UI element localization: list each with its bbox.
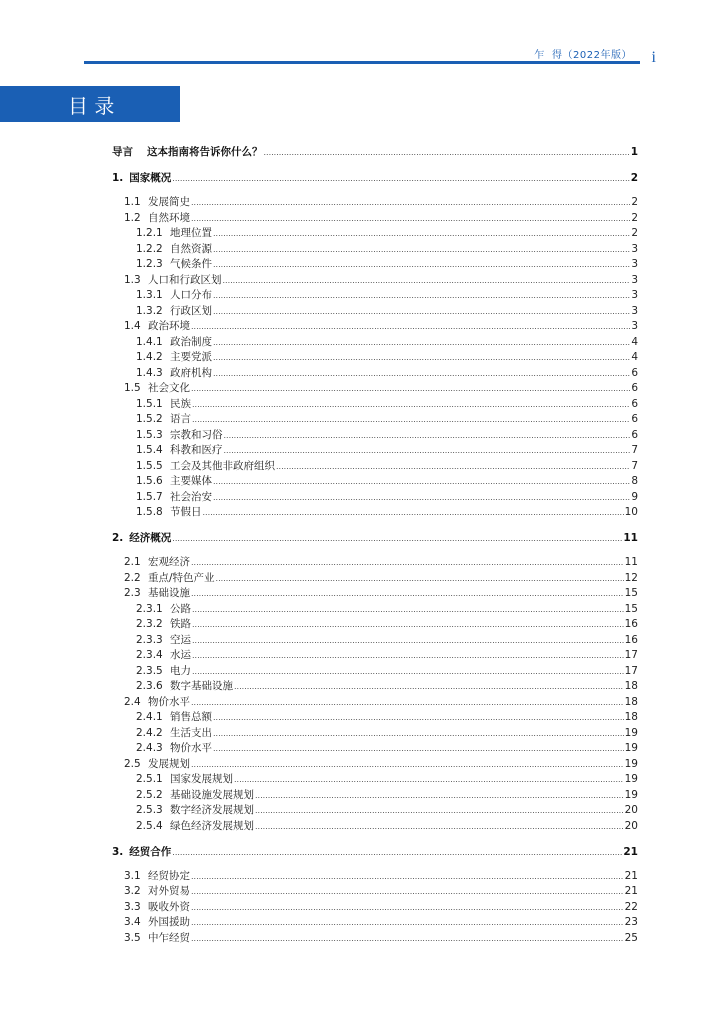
toc-entry-page: 2 [630,172,638,184]
toc-entry[interactable] [124,869,638,884]
toc-entry-page: 21 [623,845,638,858]
toc-entry[interactable] [136,304,638,319]
toc-entry[interactable] [136,350,638,365]
toc-leader-dots [213,257,630,272]
page-number: i [651,49,656,66]
toc-entry-number: 1.5.8 [136,506,163,518]
toc-entry-label: 物价水平 [148,695,190,708]
toc-entry-number: 2.5.4 [136,819,163,832]
toc-entry[interactable] [136,803,638,818]
toc-entry-number: 2.3.2 [136,618,163,630]
toc-entry[interactable] [136,602,638,617]
toc-entry[interactable] [112,845,638,860]
toc-entry-page: 15 [624,602,638,615]
toc-leader-dots [203,505,624,520]
toc-entry-label: 国家概况 [129,172,172,184]
toc-entry-label: 气候条件 [170,258,212,270]
toc-entry[interactable] [124,555,638,570]
toc-entry-number: 2.5.3 [136,804,163,816]
toc-entry-page: 22 [624,900,638,913]
toc-leader-dots [255,803,624,818]
toc-entry-page: 6 [631,366,638,379]
toc-entry-label: 经贸协定 [148,869,190,882]
toc-entry-number: 1.2.3 [136,258,163,270]
toc-entry-number: 1.2 [124,211,141,224]
toc-entry-page: 6 [631,382,638,394]
toc-leader-dots [213,288,630,303]
toc-leader-dots [191,869,624,884]
toc-entry-number: 2.3.1 [136,602,163,615]
toc-entry-label: 销售总额 [170,711,212,723]
toc-entry[interactable] [136,788,638,803]
toc-entry-number: 2.1 [124,556,141,568]
toc-entry-label: 自然环境 [148,211,190,224]
toc-leader-dots [192,648,624,663]
toc-entry-page: 7 [631,459,638,472]
toc-entry-number: 1.5.3 [136,428,163,441]
toc-leader-dots [191,211,630,226]
toc-leader-dots [192,664,624,679]
toc-entry-page: 19 [624,773,638,785]
toc-entry[interactable] [136,257,638,272]
toc-entry-label: 自然资源 [170,242,212,255]
toc-leader-dots [224,443,631,458]
toc-entry-label: 绿色经济发展规划 [170,819,254,832]
toc-entry-number: 1. [112,172,124,184]
toc-leader-dots [213,304,630,319]
toc-entry-number: 2.2 [124,571,141,584]
toc-entry-label: 铁路 [170,618,191,630]
toc-entry-page: 2 [631,227,638,239]
toc-leader-dots [213,490,630,505]
toc-entry-number: 2. [112,532,124,544]
toc-entry-label: 公路 [170,602,191,615]
toc-entry-page: 17 [624,649,638,661]
toc-leader-dots [213,366,630,381]
toc-entry-page: 11 [624,556,638,568]
toc-entry-label: 政治环境 [148,320,190,332]
toc-entry-page: 25 [624,931,638,944]
toc-entry-page: 3 [631,320,638,332]
toc-leader-dots [191,586,624,601]
toc-entry-page: 3 [631,242,638,255]
toc-entry[interactable] [136,459,638,474]
toc-entry-number: 2.3.3 [136,633,163,646]
toc-entry-label: 外国援助 [148,916,190,928]
toc-entry-page: 18 [624,711,638,723]
toc-entry-page: 19 [624,757,638,770]
toc-entry-page: 4 [631,335,638,348]
toc-leader-dots [191,884,624,899]
toc-entry-page: 15 [624,587,638,599]
toc-entry-label: 生活支出 [170,726,212,739]
toc-leader-dots [191,757,624,772]
toc-entry[interactable] [124,931,638,946]
toc-entry[interactable] [136,648,638,663]
toc-entry[interactable] [124,757,638,772]
toc-entry-page: 19 [624,742,638,754]
toc-leader-dots [172,845,622,860]
toc-leader-dots [255,819,624,834]
toc-entry-number: 2.4 [124,695,141,708]
toc-entry[interactable] [136,490,638,505]
toc-entry[interactable] [136,679,638,694]
toc-entry-label: 基础设施发展规划 [170,788,254,801]
toc-entry-number: 1.5.5 [136,459,163,472]
toc-leader-dots [213,710,624,725]
toc-entry-label: 水运 [170,649,191,661]
toc-entry[interactable] [136,335,638,350]
toc-entry-page: 6 [631,397,638,410]
toc-leader-dots [191,915,624,930]
toc-entry-page: 10 [624,506,638,518]
toc-leader-dots [191,195,630,210]
toc-entry[interactable] [112,145,638,160]
toc-entry[interactable] [124,915,638,930]
toc-leader-dots [213,741,624,756]
toc-entry-page: 2 [631,196,638,208]
toc-leader-dots [191,931,624,946]
toc-entry-label: 吸收外资 [148,900,190,913]
toc-leader-dots [191,381,630,396]
toc-leader-dots [213,350,630,365]
toc-entry-label: 基础设施 [148,587,190,599]
toc-entry-number: 1.4 [124,320,141,332]
toc-leader-dots [255,788,624,803]
toc-entry[interactable] [136,710,638,725]
toc-leader-dots [223,273,631,288]
toc-entry-label: 社会文化 [148,382,190,394]
toc-entry[interactable] [124,195,638,210]
toc-entry-number: 1.5 [124,382,141,394]
toc-leader-dots [213,226,630,241]
toc-entry-label: 语言 [170,413,191,425]
toc-entry[interactable] [136,443,638,458]
toc-entry[interactable] [112,531,638,546]
toc-entry-page: 6 [631,413,638,425]
toc-entry-page: 2 [631,211,638,224]
toc-entry-label: 发展规划 [148,757,190,770]
toc-leader-dots [192,412,630,427]
toc-entry-page: 1 [630,146,638,158]
toc-entry-label: 数字经济发展规划 [170,804,254,816]
toc-entry-number: 3.4 [124,916,141,928]
toc-entry[interactable] [136,366,638,381]
toc-entry-number: 1.1 [124,196,141,208]
toc-entry-label: 发展简史 [148,196,190,208]
toc-entry-page: 18 [624,680,638,692]
toc-entry-label: 物价水平 [170,742,212,754]
toc-entry[interactable] [136,288,638,303]
toc-entry-page: 20 [624,804,638,816]
toc-entry-number: 1.3 [124,273,141,286]
toc-entry-number: 2.5.2 [136,788,163,801]
toc-leader-dots [213,242,630,257]
toc-leader-dots [224,428,631,443]
toc-leader-dots [192,397,630,412]
toc-entry[interactable] [136,474,638,489]
toc-entry[interactable] [136,726,638,741]
toc-leader-dots [191,555,624,570]
toc-entry-number: 3.3 [124,900,141,913]
toc-entry-page: 23 [624,916,638,928]
toc-entry[interactable] [136,617,638,632]
toc-entry[interactable] [124,211,638,226]
toc-entry-number: 1.5.1 [136,397,163,410]
toc-entry-number: 1.5.4 [136,444,163,456]
toc-entry[interactable] [124,381,638,396]
toc-entry-number: 3.1 [124,869,141,882]
toc-entry[interactable] [136,664,638,679]
toc-entry[interactable] [112,171,638,186]
toc-entry-label: 宏观经济 [148,556,190,568]
toc-entry-number: 1.5.2 [136,413,163,425]
toc-entry-page: 16 [624,618,638,630]
toc-entry-number: 3. [112,845,124,858]
toc-entry-label: 宗教和习俗 [170,428,223,441]
toc-leader-dots [276,459,630,474]
toc-entry-label: 经济概况 [129,532,172,544]
toc-entry-number: 2.4.2 [136,726,163,739]
toc-entry-page: 19 [624,726,638,739]
toc-entry-label: 重点/特色产业 [148,571,215,584]
toc-entry-number: 2.3 [124,587,141,599]
toc-leader-dots [192,602,624,617]
toc-entry-number: 2.4.1 [136,711,163,723]
toc-entry-number: 2.5.1 [136,773,163,785]
toc-entry-number: 1.2.1 [136,227,163,239]
toc-entry-label: 经贸合作 [129,845,172,858]
toc-entry-label: 这本指南将告诉你什么？ [147,146,263,158]
toc-entry-page: 8 [631,475,638,487]
toc-entry-page: 3 [631,258,638,270]
toc-entry[interactable] [124,273,638,288]
toc-entry-label: 科教和医疗 [170,444,223,456]
toc-entry-number: 1.5.7 [136,490,163,503]
toc-leader-dots [264,145,630,160]
toc-entry[interactable] [136,397,638,412]
toc-entry-label: 主要党派 [170,351,212,363]
toc-entry-number: 2.3.4 [136,649,163,661]
toc-entry[interactable] [124,900,638,915]
toc-entry-label: 对外贸易 [148,885,190,897]
toc-entry-page: 18 [624,695,638,708]
toc-leader-dots [191,900,624,915]
toc-leader-dots [213,474,630,489]
toc-leader-dots [172,531,622,546]
toc-entry-page: 12 [624,571,638,584]
toc-entry-number: 1.4.3 [136,366,163,379]
toc-entry-page: 9 [631,490,638,503]
toc-entry-page: 4 [631,351,638,363]
toc-entry-page: 6 [631,428,638,441]
toc-entry[interactable] [124,586,638,601]
toc-leader-dots [213,726,624,741]
toc-entry-number: 1.4.2 [136,351,163,363]
toc-entry-page: 3 [631,289,638,301]
toc-entry-number: 导言 [112,146,133,158]
toc-entry-number: 1.5.6 [136,475,163,487]
toc-entry-number: 2.3.5 [136,664,163,677]
toc-entry-page: 19 [624,788,638,801]
toc-entry[interactable] [124,695,638,710]
toc-entry[interactable] [136,819,638,834]
toc-leader-dots [192,633,624,648]
toc-entry[interactable] [136,741,638,756]
toc-entry-page: 16 [624,633,638,646]
toc-entry-page: 11 [623,532,638,544]
toc-entry-label: 主要媒体 [170,475,212,487]
toc-entry-label: 中乍经贸 [148,931,190,944]
toc-entry-label: 工会及其他非政府组织 [170,459,275,472]
toc-entry-number: 3.2 [124,885,141,897]
toc-entry-label: 人口和行政区划 [148,273,222,286]
toc-entry-label: 地理位置 [170,227,212,239]
toc-entry-page: 3 [631,304,638,317]
toc-entry[interactable] [124,884,638,899]
toc-leader-dots [192,617,624,632]
toc-leader-dots [213,335,630,350]
toc-entry[interactable] [124,319,638,334]
toc-entry-label: 民族 [170,397,191,410]
toc-title-text: 目 录 [68,93,115,118]
header-title: 乍 得（2022年版） [534,50,632,61]
toc-entry[interactable] [136,505,638,520]
toc-entry[interactable] [136,428,638,443]
toc-leader-dots [172,171,629,186]
toc-entry-number: 1.3.1 [136,289,163,301]
toc-entry-number: 3.5 [124,931,141,944]
toc-entry[interactable] [136,412,638,427]
toc-entry[interactable] [136,772,638,787]
toc-entry-page: 17 [624,664,638,677]
toc-leader-dots [191,695,624,710]
toc-entry-number: 1.2.2 [136,242,163,255]
toc-entry-label: 节假日 [170,506,202,518]
toc-entry-number: 2.3.6 [136,680,163,692]
toc-entry-label: 电力 [170,664,191,677]
toc-entry[interactable] [136,633,638,648]
toc-entry-page: 7 [631,444,638,456]
toc-entry-label: 人口分布 [170,289,212,301]
toc-entry-number: 2.5 [124,757,141,770]
toc-entry-number: 1.4.1 [136,335,163,348]
toc-leader-dots [234,772,624,787]
toc-entry-number: 1.3.2 [136,304,163,317]
toc-leader-dots [216,571,624,586]
toc-entry-label: 行政区划 [170,304,212,317]
toc-entry-page: 3 [631,273,638,286]
toc-entry-label: 数字基础设施 [170,680,233,692]
toc-entry[interactable] [136,226,638,241]
toc-leader-dots [191,319,630,334]
toc-entry-page: 21 [624,869,638,882]
toc-entry-number: 2.4.3 [136,742,163,754]
toc-entry-page: 21 [624,885,638,897]
toc-entry-label: 政府机构 [170,366,212,379]
toc-entry[interactable] [124,571,638,586]
toc-entry-label: 空运 [170,633,191,646]
toc-entry-page: 20 [624,819,638,832]
toc-entry[interactable] [136,242,638,257]
toc-entry-label: 政治制度 [170,335,212,348]
toc-leader-dots [234,679,624,694]
toc-entry-label: 社会治安 [170,490,212,503]
toc-entry-label: 国家发展规划 [170,773,233,785]
